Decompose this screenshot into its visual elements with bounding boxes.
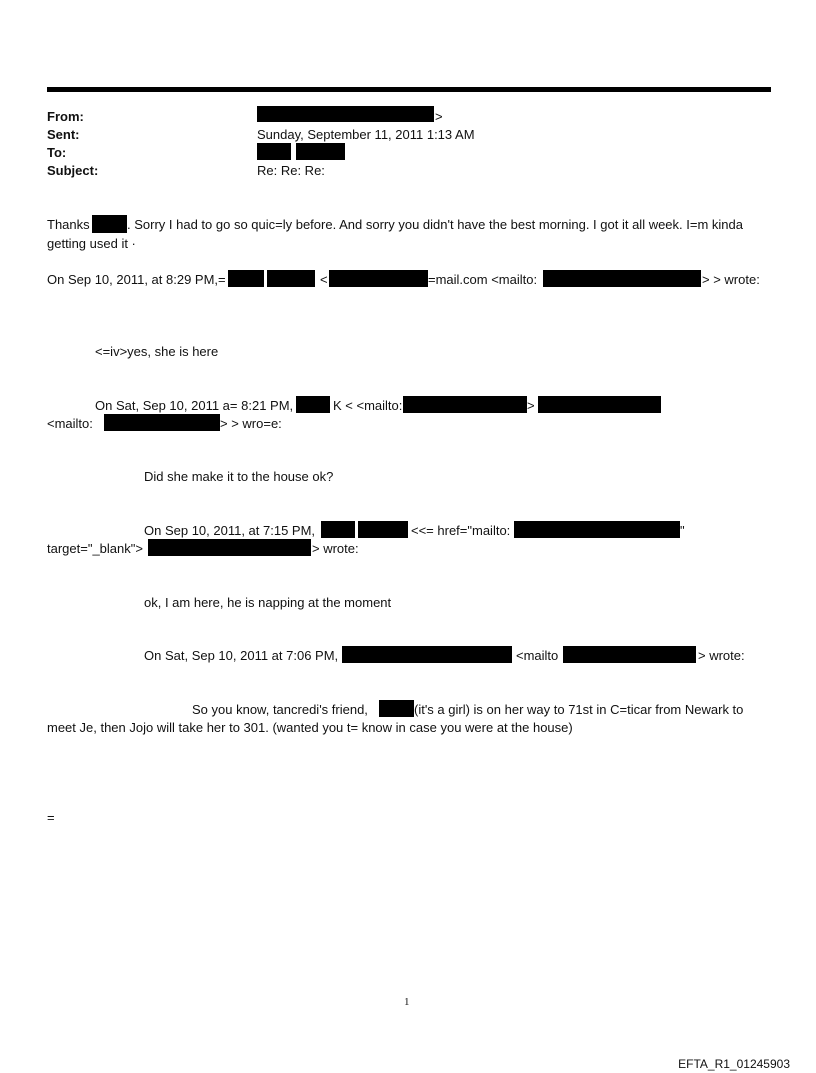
body-text: . Sorry I had to go so quic=ly before. And sorry you didn't have the best morning. I got it all week. I=m kinda xyxy=(127,217,743,232)
document-id-footer: EFTA_R1_01245903 xyxy=(678,1057,790,1071)
redaction-box xyxy=(257,106,434,122)
quote-line: < xyxy=(320,272,328,287)
message-line: ok, I am here, he is napping at the moment xyxy=(144,595,392,610)
redaction-box xyxy=(92,215,127,233)
from-value: > xyxy=(435,109,443,124)
redaction-box xyxy=(342,646,512,663)
quote-line: On Sat, Sep 10, 2011 at 7:06 PM, xyxy=(144,648,339,663)
redaction-box xyxy=(514,521,680,538)
redaction-box xyxy=(296,143,345,160)
quote-line: > wrote: xyxy=(698,648,745,663)
header-divider xyxy=(47,87,771,92)
quote-line: On Sep 10, 2011, at 8:29 PM,= xyxy=(47,272,226,287)
message-line: <=iv>yes, she is here xyxy=(95,344,219,359)
redaction-box xyxy=(403,396,527,413)
page-number: 1 xyxy=(404,996,410,1008)
subject-value: Re: Re: Re: xyxy=(257,163,325,178)
quote-line: <mailto: xyxy=(47,416,93,431)
redaction-box xyxy=(543,270,701,287)
body-text: getting used it · xyxy=(47,236,136,251)
quote-line: <<= href="mailto: xyxy=(411,523,511,538)
quote-line: On Sep 10, 2011, at 7:15 PM, xyxy=(144,523,316,538)
quote-line: On Sat, Sep 10, 2011 a= 8:21 PM, xyxy=(95,398,294,413)
quote-line: > wrote: xyxy=(312,541,359,556)
redaction-box xyxy=(267,270,315,287)
sent-label: Sent: xyxy=(47,127,80,142)
redaction-box xyxy=(296,396,330,413)
subject-label: Subject: xyxy=(47,163,99,178)
redaction-box xyxy=(538,396,661,413)
redaction-box xyxy=(148,539,311,556)
body-text: Thanks xyxy=(47,217,90,232)
quote-line: K < <mailto: xyxy=(333,398,403,413)
quote-line: > > wrote: xyxy=(702,272,760,287)
trailing-equals: = xyxy=(47,810,55,825)
redaction-box xyxy=(321,521,355,538)
from-label: From: xyxy=(47,109,84,124)
to-label: To: xyxy=(47,145,67,160)
redaction-box xyxy=(257,143,291,160)
redaction-box xyxy=(329,270,428,287)
redaction-box xyxy=(228,270,264,287)
sent-value: Sunday, September 11, 2011 1:13 AM xyxy=(257,127,475,142)
quote-line: =mail.com <mailto: xyxy=(428,272,538,287)
redaction-box xyxy=(379,700,414,717)
message-line: (it's a girl) is on her way to 71st in C=ticar from Newark to xyxy=(414,702,744,717)
redaction-box xyxy=(358,521,408,538)
message-line: So you know, tancredi's friend, xyxy=(192,702,368,717)
redaction-box xyxy=(104,414,220,431)
quote-line: > xyxy=(527,398,535,413)
quote-line: " xyxy=(680,523,685,538)
message-line: Did she make it to the house ok? xyxy=(144,469,334,484)
redaction-box xyxy=(563,646,696,663)
quote-line: <mailto xyxy=(516,648,559,663)
quote-line: target="_blank"> xyxy=(47,541,143,556)
message-line: meet Je, then Jojo will take her to 301. (wanted you t= know in case you were at the house) xyxy=(47,720,573,735)
quote-line: > > wro=e: xyxy=(220,416,282,431)
